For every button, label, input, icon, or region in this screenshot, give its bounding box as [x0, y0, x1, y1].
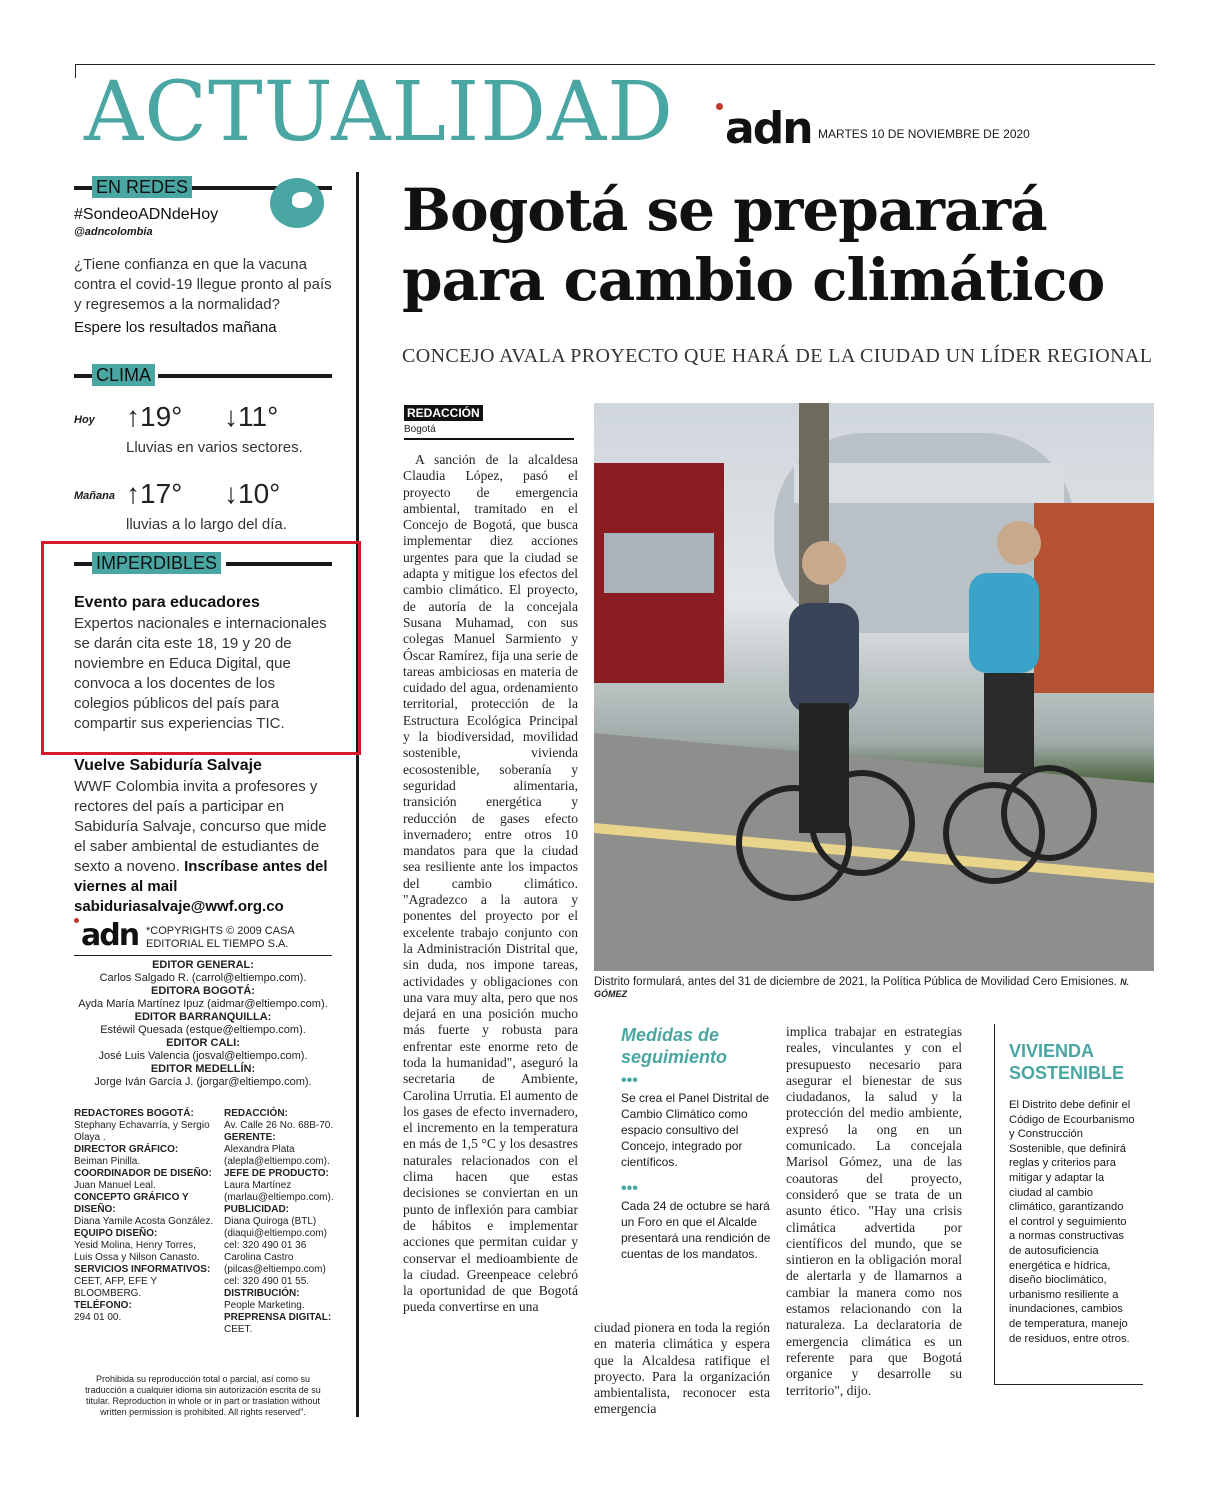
byline — [404, 404, 574, 440]
issue-date: MARTES 10 DE NOVIEMBRE DE 2020 — [818, 127, 1030, 141]
photo-caption: Distrito formulará, antes del 31 de diciembre de 2021, la Política Pública de Movilidad Cero Emisiones. N. GÓMEZ — [594, 976, 1130, 999]
event-title-sabiduria: Vuelve Sabiduría Salvaje — [74, 757, 262, 774]
en-redes-header: EN REDES — [74, 176, 329, 196]
weather-desc-today: Lluvias en varios sectores. — [126, 439, 303, 456]
deck: CONCEJO AVALA PROYECTO QUE HARÁ DE LA CIUDAD UN LÍDER REGIONAL — [402, 345, 1153, 367]
medidas-item-2: Cada 24 de octubre se hará un Foro en que el Alcalde presentará una rendición de cuentas de los mandatos. — [621, 1199, 771, 1261]
disclaimer: Prohibida su reproducción total o parcial, así como su traducción a cualquier idioma sin autorización escrita de su titular. Reproduction in whole or in part or traslation without written permission is prohibited. All rights reserved". — [85, 1374, 321, 1417]
medidas-box — [621, 1024, 771, 1262]
headline: Bogotá se preparará para cambio climático — [402, 176, 1105, 314]
cyclists-photo — [594, 403, 1154, 971]
adn-logo-small: adn — [74, 918, 138, 953]
vivienda-box — [994, 1024, 1143, 1385]
credits-left: REDACTORES BOGOTÁ: Stephany Echavarría, y Sergio Olaya . DIRECTOR GRÁFICO: Beiman Pinilla. COORDINADOR DE DISEÑO: Juan Manuel Leal. CONCEPTO GRÁFICO Y DISEÑO: Diana Yamile Acosta González. EQUIPO DISEÑO: Yesid Molina, Henry Torres, Luis Ossa y Nilson Canasto. SERVICIOS INFORMATIVOS: CEET, AFP, EFE Y BLOOMBERG. TELÉFONO: 294 01 00. — [74, 1108, 214, 1323]
temp-high-tomorrow: ↑17° — [126, 478, 183, 509]
poll-answer: Espere los resultados mañana — [74, 319, 277, 336]
bullet-dots: ••• — [621, 1072, 638, 1089]
temp-low-tomorrow: ↓10° — [224, 478, 281, 509]
event-text-educadores: Expertos nacionales e internacionales se darán cita este 18, 19 y 20 de noviembre en Educa Digital, que convoca a los docentes de los colegios públicos del país para compartir sus experiencias TIC. — [74, 615, 327, 732]
event-title-educadores: Evento para educadores — [74, 594, 260, 611]
credits-right: REDACCIÓN: Av. Calle 26 No. 68B-70. GERENTE: Alexandra Plata (alepla@eltiempo.com). JEFE DE PRODUCTO: Laura Martínez (marlau@eltiempo.com). PUBLICIDAD: Diana Quiroga (BTL) (diaqui@eltiempo.com) cel: 320 490 01 36 Carolina Castro (pilcas@eltiempo.com) cel: 320 490 01 55. DISTRIBUCIÓN: People Marketing. PREPRENSA DIGITAL: CEET. — [224, 1108, 334, 1335]
vivienda-text: El Distrito debe definir el Código de Ecourbanismo y Construcción Sostenible, que definirá reglas y criterios para mitigar y adaptar la ciudad al cambio climático, garantizando el control y seguimiento a normas constructivas de autosuficiencia energética e hídrica, diseño bioclimático, urbanismo resiliente a inundaciones, cambios de temperatura, manejo de residuos, entre otros. — [1009, 1099, 1135, 1345]
article-col-2: ciudad pionera en toda la región en materia climática y espera que la Alcaldesa ratifique el proyecto. Para la organización ambientalista, reconocer esta emergencia — [594, 1320, 770, 1417]
hashtag: #SondeoADNdeHoy — [74, 206, 219, 223]
photo-illustration — [594, 403, 1154, 971]
medidas-item-1: Se crea el Panel Distrital de Cambio Climático como espacio consultivo del Concejo, integrado por científicos. — [621, 1091, 770, 1169]
poll-question: ¿Tiene confianza en que la vacuna contra el covid-19 llegue pronto al país y regresemos a la normalidad? — [74, 256, 332, 313]
editors-block: EDITOR GENERAL: Carlos Salgado R. (carrol@eltiempo.com). EDITORA BOGOTÁ: Ayda María Martínez Ipuz (aidmar@eltiempo.com). EDITOR BARRANQUILLA: Estéwil Quesada (estque@eltiempo.com). EDITOR CALI: José Luis Valencia (josval@eltiempo.com). EDITOR MEDELLÍN: Jorge Iván García J. (jorgar@eltiempo.com). — [78, 959, 328, 1088]
temp-low-today: ↓11° — [224, 401, 279, 432]
top-rule-tick — [75, 64, 76, 78]
byline-label: REDACCIÓN — [404, 405, 483, 421]
weather-day-today: Hoy — [74, 414, 95, 426]
weather-day-tomorrow: Mañana — [74, 490, 115, 502]
credits-rule — [74, 955, 332, 956]
clima-header: CLIMA — [74, 364, 332, 384]
copyright: *COPYRIGHTS © 2009 CASA EDITORIAL EL TIEMPO S.A. — [146, 925, 295, 950]
section-title: ACTUALIDAD — [84, 65, 675, 160]
byline-place: Bogotá — [404, 422, 574, 440]
adn-logo: adn — [716, 103, 812, 154]
highlight-box — [41, 541, 361, 755]
twitter-icon — [270, 178, 324, 228]
medidas-title: Medidas de seguimiento — [621, 1025, 728, 1067]
column-divider — [356, 172, 359, 1417]
bullet-dots: ••• — [621, 1180, 638, 1197]
twitter-handle: @adncolombia — [74, 226, 153, 238]
weather-desc-tomorrow: lluvias a lo largo del día. — [126, 516, 287, 533]
event-text-sabiduria: WWF Colombia invita a profesores y rectores del país a participar en Sabiduría Salvaje, concurso que mide el saber ambiental de estudiantes de sexto a noveno. Inscríbase antes del viernes al mail sabiduriasalvaje@wwf.org.co — [74, 778, 328, 915]
imperdibles-header: IMPERDIBLES — [74, 552, 332, 572]
article-col-1: A sanción de la alcaldesa Claudia López, pasó el proyecto de emergencia ambiental, tramitado en el Concejo de Bogotá, que busca implementar diez acciones urgentes para que la ciudad se adapta y mitigue los efectos del cambio climático. El proyecto, de autoría de la concejala Susana Muhamad, con sus colegas Manuel Sarmiento y Óscar Ramírez, fija una serie de tareas ambiciosas en materia de cuidado del agua, ordenamiento territorial, protección de la Estructura Ecológica Principal y la biodiversidad, movilidad sostenible, vivienda ecosostenible, soberanía y seguridad alimentaria, transición energética y reducción de gases efecto invernadero; entre otros 10 mandatos para que la ciudad sea resiliente ante los impactos del cambio climático. "Agradezco a la autora y ponentes del proyecto por el excelente trabajo conjunto con la Administración Distrital que, sin duda, nos impone tareas, actividades y obligaciones con una vara muy alta, pero que nos dejará en una posición mucho más fuerte y robusta para enfrentar este enorme reto de toda la humanidad", aseguró la secretaria de Ambiente, Carolina Urrutia. El aumento de los gases de efecto invernadero, el incremento en la temperatura en más de 1,5 °C y los desastres naturales relacionados con el clima hacen que estas decisiones se conviertan en un punto de inflexión para cambiar de hábitos e implementar acciones que permitan cuidar y conservar el medioambiente de la ciudad. Greenpeace celebró la oportunidad de que Bogotá pueda convertirse en una — [403, 452, 578, 1315]
temp-high-today: ↑19° — [126, 401, 183, 432]
vivienda-title: VIVIENDA SOSTENIBLE — [1009, 1041, 1125, 1083]
article-col-3: implica trabajar en estrategias reales, vinculantes y con el presupuesto necesario para asegurar el bienestar de sus ciudadanos, la salud y la protección del medio ambiente, expresó la ong en un comunicado. La concejala Marisol Gómez, una de las coautoras del proyecto, consideró que se trata de un asunto ético. "Hay una crisis climática advertida por científicos del mundo, que se sintieron en la obligación moral de alertarla y de llamarnos a cambiar la manera como nos estamos relacionando con la naturaleza. La declaratoria de emergencia climática es un referente para que Bogotá organice y desarrolle su territorio", dijo. — [786, 1024, 962, 1398]
